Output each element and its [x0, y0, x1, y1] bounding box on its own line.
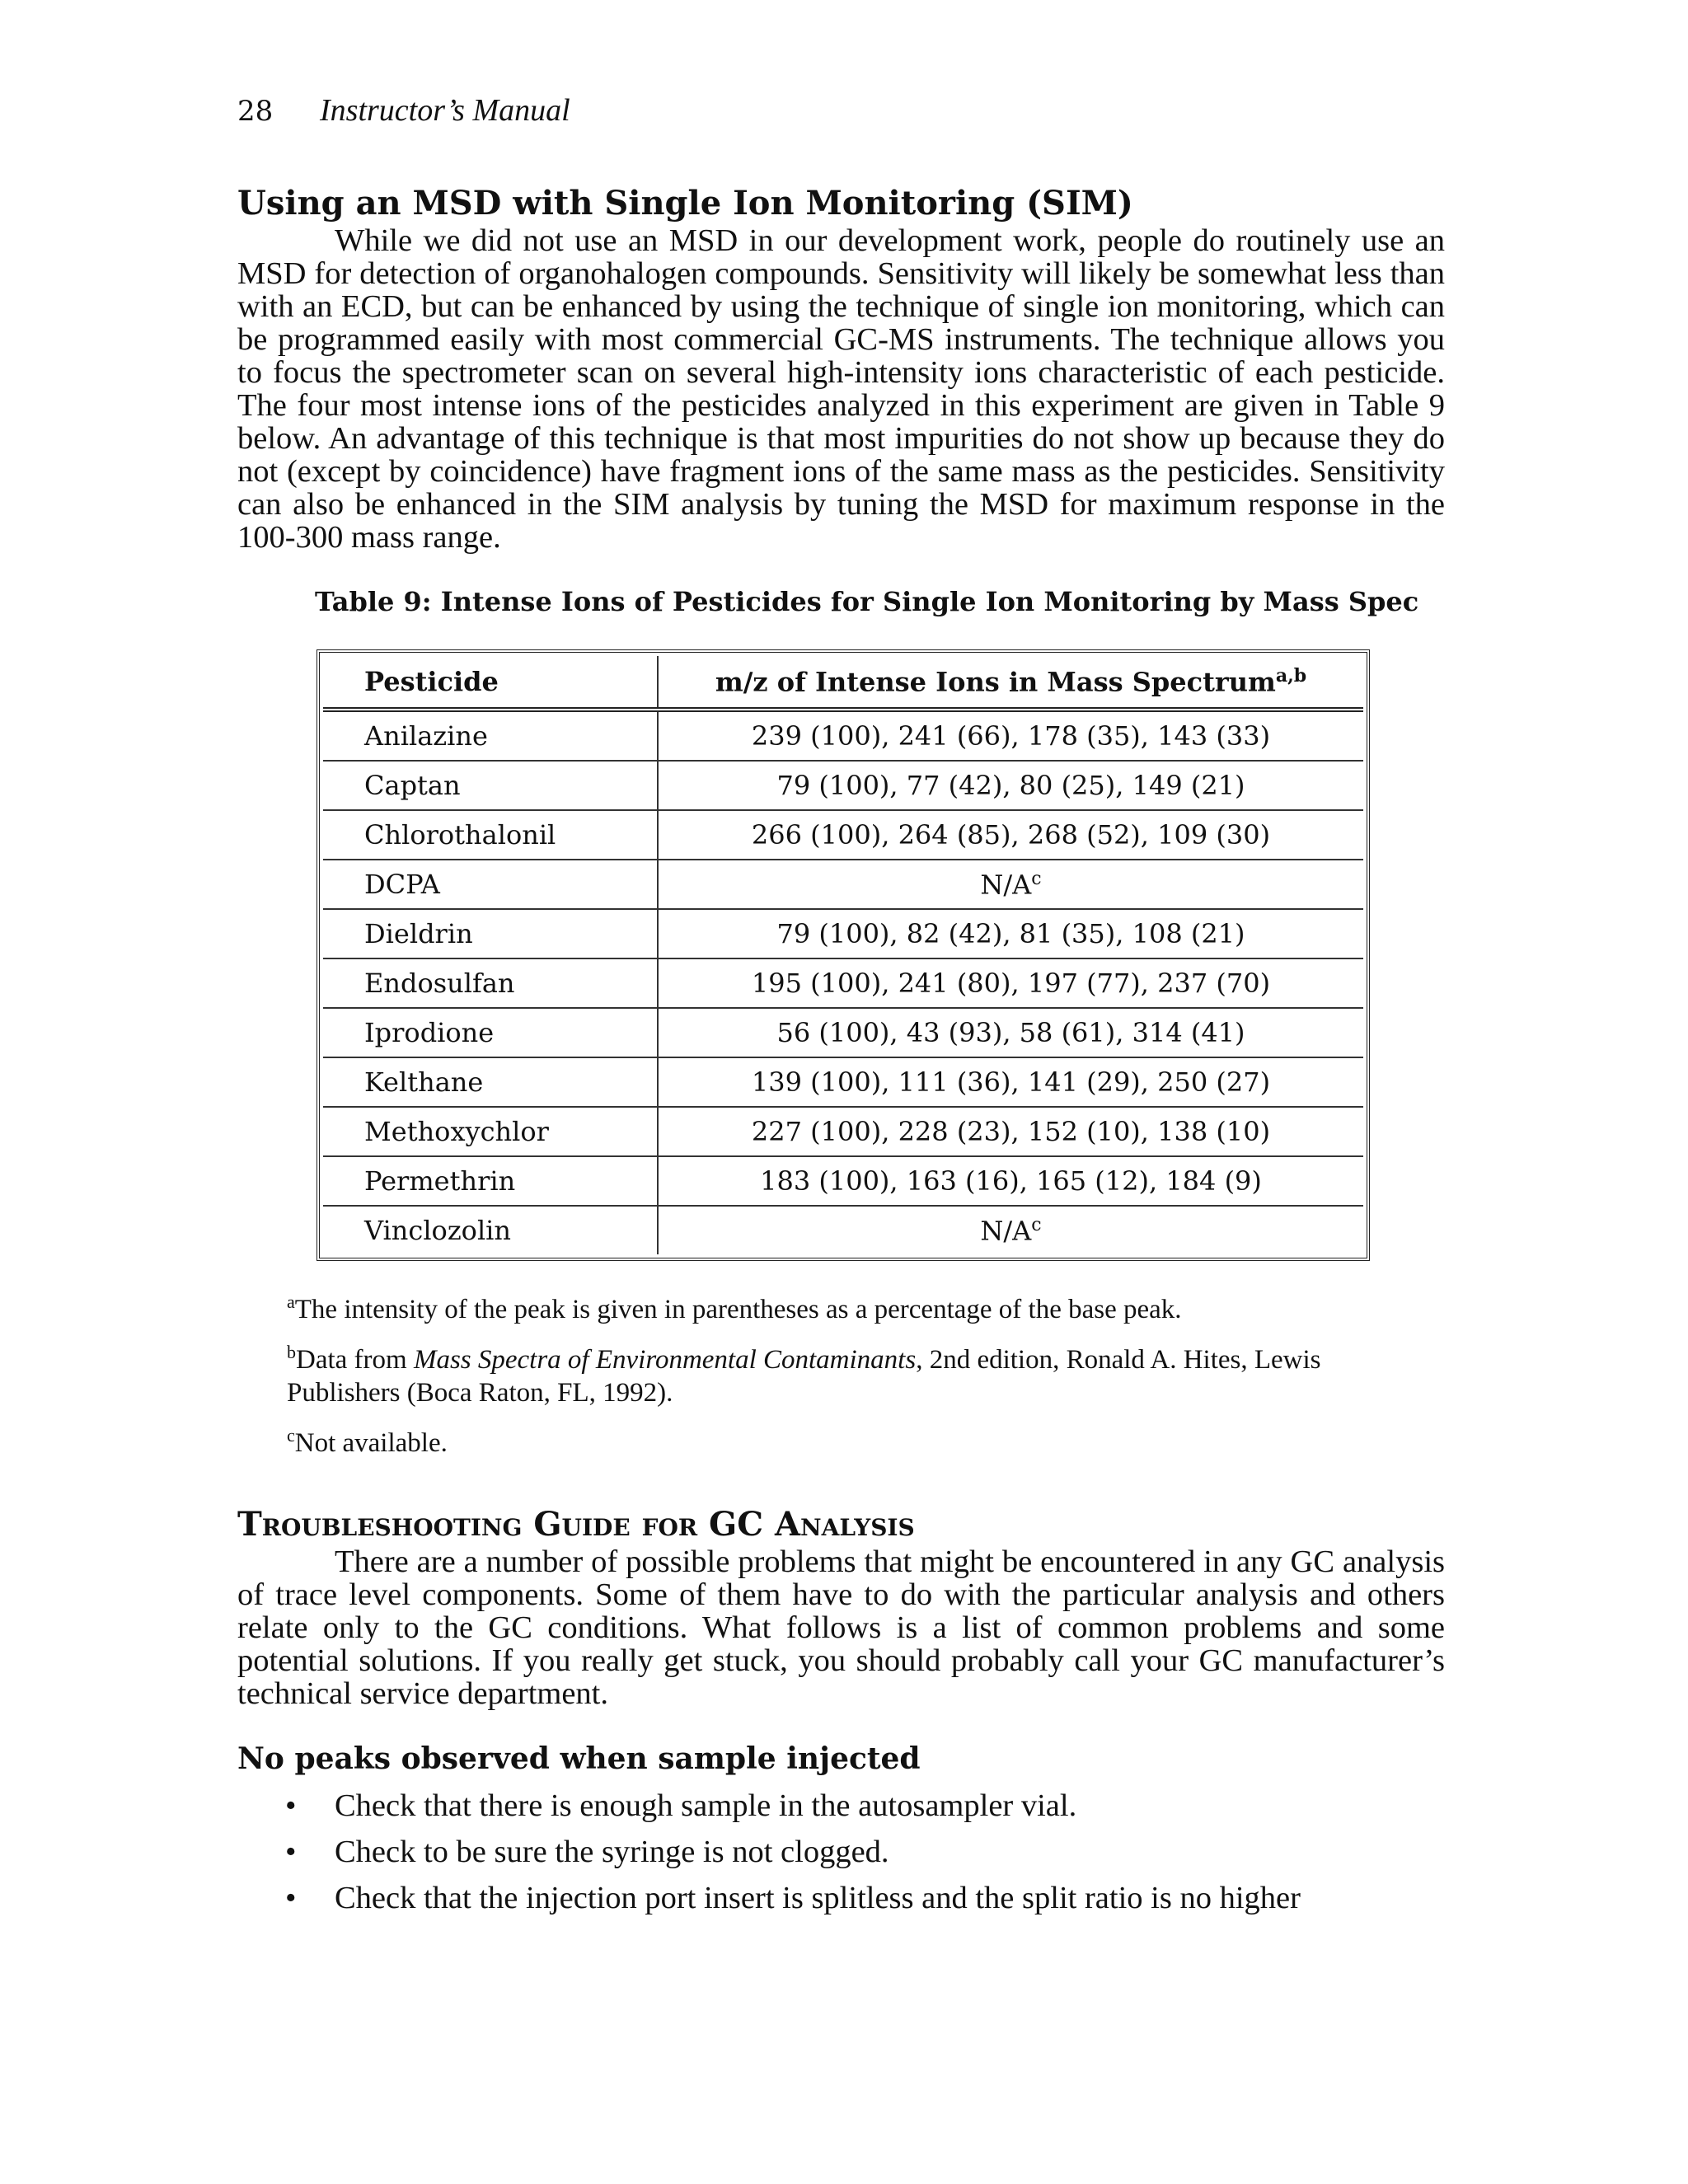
table-caption: Table 9: Intense Ions of Pesticides for Single Ion Monitoring by Mass Spec — [315, 586, 1419, 617]
table-header-row — [323, 656, 1363, 710]
table-row — [323, 1206, 1363, 1254]
ions-cell — [658, 1156, 1363, 1206]
ions-value: 79 (100), 77 (42), 80 (25), 149 (21) — [776, 770, 1245, 801]
ions-cell — [658, 860, 1363, 909]
ions-value: 183 (100), 163 (16), 165 (12), 184 (9) — [760, 1165, 1262, 1197]
troubleshooting-paragraph: There are a number of possible problems that might be encountered in any GC analysis of trace level components. Some of them have to do with the particular analysis and others relate only to the GC conditions. What follows is a list of common problems and some potential solutions. If you really get stuck, you should probably call your GC manufacturer’s technical service department. — [237, 1544, 1445, 1711]
pesticide-name-cell: Anilazine — [323, 710, 658, 761]
ions-cell — [658, 1107, 1363, 1156]
footnote-b-prefix: Data from — [296, 1345, 414, 1375]
footnote-b — [287, 1336, 1391, 1409]
table-row — [323, 810, 1363, 860]
ions-value: 266 (100), 264 (85), 268 (52), 109 (30) — [751, 819, 1271, 851]
table-footnotes — [287, 1286, 1391, 1460]
footnote-a — [287, 1286, 1391, 1326]
ions-cell — [658, 1057, 1363, 1107]
header-ions-label: m/z of Intense Ions in Mass Spectrum — [715, 666, 1276, 698]
pesticide-name-cell: Methoxychlor — [323, 1107, 658, 1156]
footnote-c — [287, 1419, 1391, 1460]
pesticide-name-cell: Chlorothalonil — [323, 810, 658, 860]
ions-value: 239 (100), 241 (66), 178 (35), 143 (33) — [751, 720, 1271, 752]
table-row — [323, 710, 1363, 761]
main-content — [237, 183, 1445, 1921]
table-row — [323, 1156, 1363, 1206]
list-item — [237, 1829, 1445, 1875]
list-item — [237, 1875, 1445, 1921]
pesticide-name-cell: Captan — [323, 761, 658, 810]
footnote-b-book-title: Mass Spectra of Environmental Contaminants — [413, 1345, 917, 1375]
page-number: 28 — [237, 95, 274, 128]
footnote-a-mark: a — [287, 1291, 295, 1312]
table-row — [323, 1008, 1363, 1057]
footnote-a-text: The intensity of the peak is given in parentheses as a percentage of the base peak. — [294, 1295, 1182, 1324]
table-row — [323, 958, 1363, 1008]
header-ions-footnote-mark: a,b — [1275, 665, 1307, 687]
no-peaks-subhead: No peaks observed when sample injected — [237, 1741, 921, 1776]
table-body — [323, 710, 1363, 1254]
list-item — [237, 1783, 1445, 1829]
troubleshooting-title: Troubleshooting Guide for GC Analysis — [237, 1505, 915, 1544]
running-header — [237, 92, 570, 129]
pesticide-name-cell: Endosulfan — [323, 958, 658, 1008]
table-row — [323, 860, 1363, 909]
ions-value: 195 (100), 241 (80), 197 (77), 237 (70) — [751, 968, 1271, 999]
ions-footnote-mark: c — [1031, 1214, 1042, 1235]
header-ions — [658, 656, 1363, 710]
pesticide-name-cell: DCPA — [323, 860, 658, 909]
ions-cell — [658, 810, 1363, 860]
ions-value: 56 (100), 43 (93), 58 (61), 314 (41) — [776, 1017, 1245, 1048]
table-row — [323, 909, 1363, 958]
bullet-icon: • — [285, 1881, 297, 1915]
ions-value: N/A — [980, 869, 1032, 901]
pesticide-name-cell: Kelthane — [323, 1057, 658, 1107]
pesticide-name-cell: Iprodione — [323, 1008, 658, 1057]
pesticide-name-cell: Dieldrin — [323, 909, 658, 958]
ions-value: 139 (100), 111 (36), 141 (29), 250 (27) — [751, 1066, 1271, 1098]
bullet-icon: • — [285, 1788, 297, 1823]
footnote-c-mark: c — [287, 1425, 295, 1446]
ions-cell — [658, 710, 1363, 761]
ions-table-frame — [316, 649, 1370, 1261]
ions-cell — [658, 909, 1363, 958]
list-item-text: Check to be sure the syringe is not clogged. — [335, 1835, 889, 1869]
bullet-icon: • — [285, 1835, 297, 1869]
sim-paragraph: While we did not use an MSD in our development work, people do routinely use an MSD for detection of organohalogen compounds. Sensitivity will likely be somewhat less than with an ECD, but can be enhanced by using the technique of single ion monitoring, which can be programmed easily with most commercial GC-MS instruments. The technique allows you to focus the spectrometer scan on several high-intensity ions characteristic of each pesticide. The four most intense ions of the pesticides analyzed in this experiment are given in Table 9 below. An advantage of this technique is that most impurities do not show up because they do not (except by coincidence) have fragment ions of the same mass as the pesticides. Sensitivity can also be enhanced in the SIM analysis by tuning the MSD for maximum response in the 100-300 mass range. — [237, 223, 1445, 555]
bullet-list — [237, 1783, 1445, 1921]
ions-value: 227 (100), 228 (23), 152 (10), 138 (10) — [751, 1116, 1271, 1147]
footnote-b-mark: b — [287, 1342, 296, 1362]
ions-table — [323, 656, 1363, 1254]
header-pesticide: Pesticide — [323, 656, 658, 710]
footnote-c-text: Not available. — [294, 1428, 448, 1458]
ions-value: 79 (100), 82 (42), 81 (35), 108 (21) — [776, 918, 1245, 949]
ions-cell — [658, 761, 1363, 810]
manual-title: Instructor’s Manual — [320, 93, 570, 128]
table-row — [323, 1107, 1363, 1156]
table-row — [323, 761, 1363, 810]
pesticide-name-cell: Permethrin — [323, 1156, 658, 1206]
ions-footnote-mark: c — [1031, 868, 1042, 889]
ions-value: N/A — [980, 1215, 1032, 1247]
pesticide-name-cell: Vinclozolin — [323, 1206, 658, 1254]
list-item-text: Check that the injection port insert is splitless and the split ratio is no higher — [335, 1881, 1301, 1915]
list-item-text: Check that there is enough sample in the autosampler vial. — [335, 1788, 1077, 1823]
sim-section-title: Using an MSD with Single Ion Monitoring (SIM) — [237, 184, 1133, 223]
table-row — [323, 1057, 1363, 1107]
ions-cell — [658, 1008, 1363, 1057]
ions-cell — [658, 958, 1363, 1008]
footnote-b-suffix: , 2nd edition, Ronald A. Hites, Lewis Publishers (Boca Raton, FL, 1992). — [287, 1345, 1321, 1408]
ions-cell — [658, 1206, 1363, 1254]
